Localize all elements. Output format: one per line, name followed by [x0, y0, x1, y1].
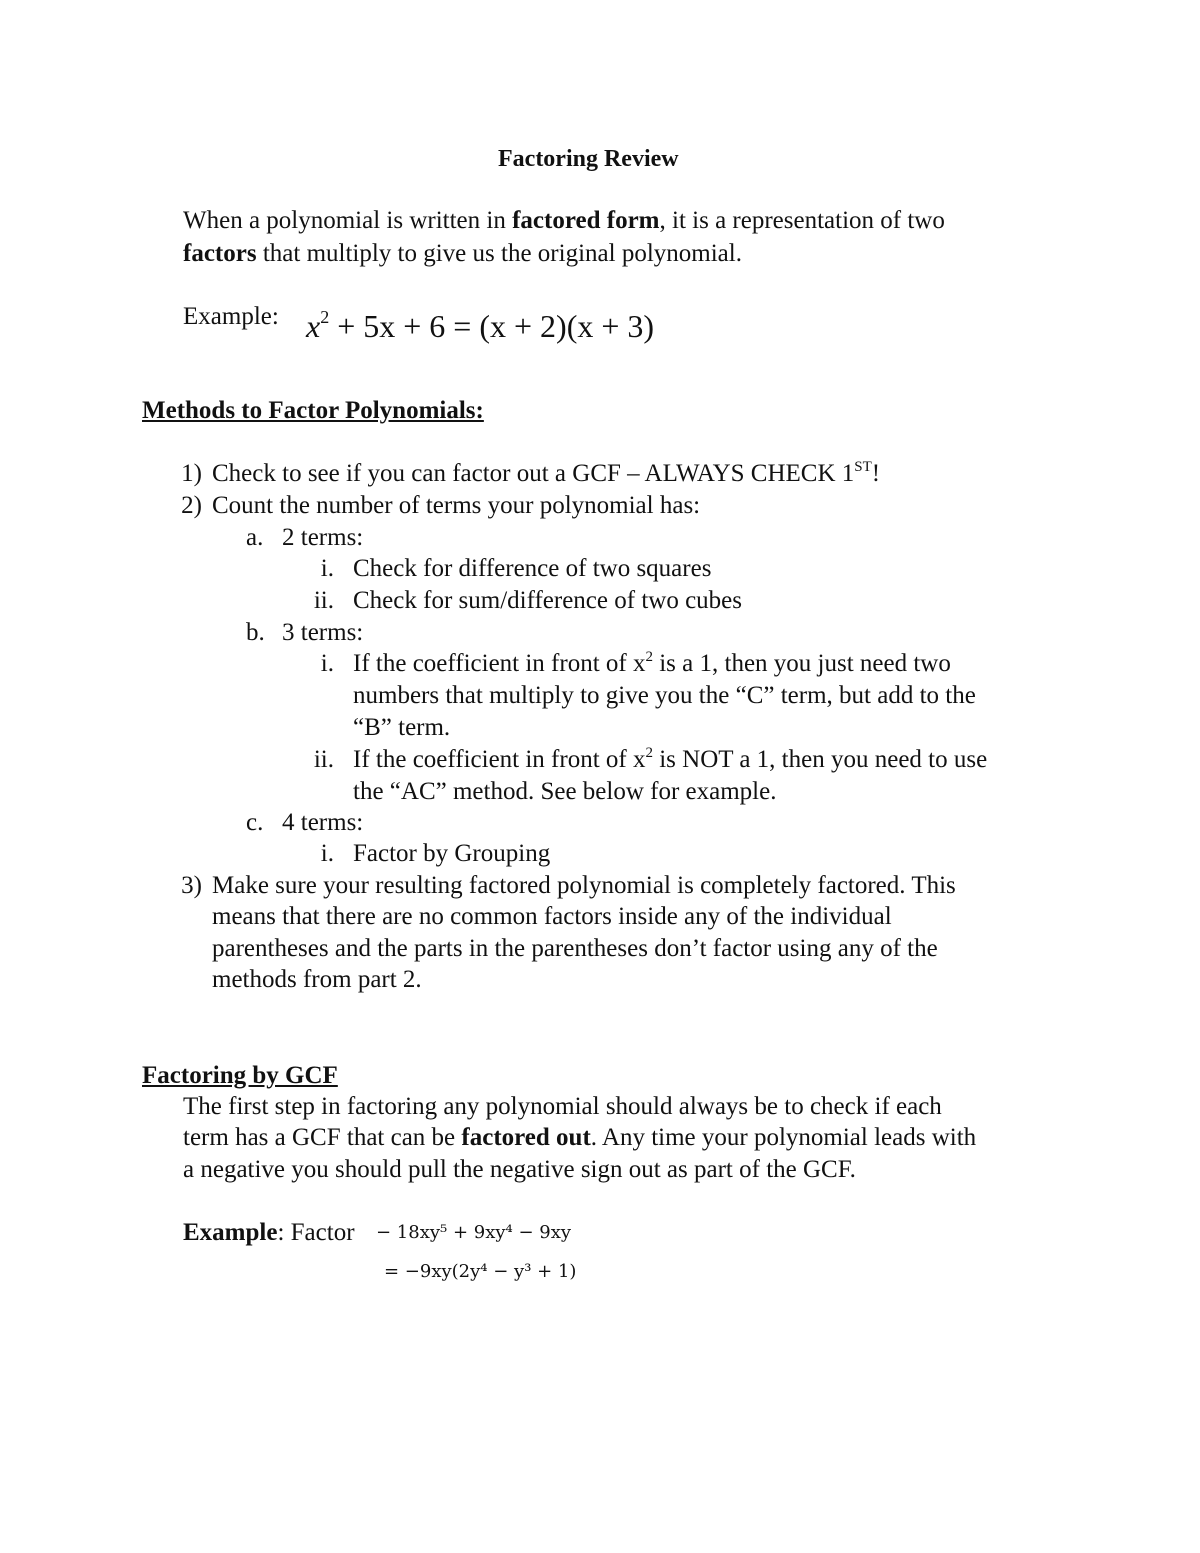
intro-line-2 — [183, 241, 742, 266]
gcf-line-2 — [183, 1125, 976, 1150]
sub-b-ii-text-a: If the coefficient in front of x — [353, 746, 646, 773]
gcf-line-2-a: term has a GCF that can be — [183, 1124, 462, 1151]
gcf-bold-factored-out: factored out — [461, 1124, 591, 1151]
gcf-expression-1: − 18xy⁵ + 9xy⁴ − 9xy — [376, 1222, 572, 1243]
item-3-line-2: means that there are no common factors inside any of the individual — [212, 903, 892, 930]
sub-b-ii-line-2: the “AC” method. See below for example. — [353, 778, 777, 805]
sub-b-i-line-3: “B” term. — [353, 714, 451, 741]
sub-a-ii-text: Check for sum/difference of two cubes — [353, 587, 742, 614]
eq-exponent: 2 — [320, 307, 330, 327]
sub-c-text: 4 terms: — [282, 809, 364, 836]
sub-b-ii-number: ii. — [313, 746, 334, 773]
sub-b-i-number: i. — [320, 650, 334, 677]
intro-bold-factors: factors — [183, 240, 257, 267]
item-1-end: ! — [871, 460, 881, 487]
sub-a-i-text: Check for difference of two squares — [353, 555, 712, 582]
sub-c-i-text: Factor by Grouping — [353, 840, 551, 867]
item-2-number: 2) — [181, 492, 202, 519]
sub-a-ii-number: ii. — [313, 587, 334, 614]
sub-c-number: c. — [246, 809, 264, 836]
sub-b-ii-text-b: is NOT a 1, then you need to use — [652, 746, 988, 773]
gcf-example-factor: : Factor — [277, 1219, 355, 1246]
gcf-expression-2: = −9xy(2y⁴ − y³ + 1) — [384, 1261, 577, 1282]
gcf-example-label — [183, 1220, 355, 1245]
sub-a-number: a. — [246, 524, 264, 551]
example-equation — [306, 307, 655, 344]
sub-a-text: 2 terms: — [282, 524, 364, 551]
gcf-line-2-c: . Any time your polynomial leads with — [590, 1124, 977, 1151]
item-3-number: 3) — [181, 872, 202, 899]
sub-b-i-superscript: 2 — [645, 649, 653, 665]
sub-b-number: b. — [246, 619, 265, 646]
sub-b-i-line-1 — [353, 651, 951, 676]
gcf-line-1: The first step in factoring any polynomial should always be to check if each — [183, 1093, 942, 1120]
intro-line-1 — [183, 208, 945, 233]
item-1-number: 1) — [181, 460, 202, 487]
sub-c-i-number: i. — [320, 840, 334, 867]
sub-b-i-text-b: is a 1, then you just need two — [652, 650, 951, 677]
intro-bold-factored-form: factored form — [512, 207, 660, 234]
sub-b-i-line-2: numbers that multiply to give you the “C” term, but add to the — [353, 682, 976, 709]
intro-text-1: When a polynomial is written in — [183, 207, 513, 234]
item-3-line-3: parentheses and the parts in the parentheses don’t factor using any of the — [212, 935, 938, 962]
eq-x: x — [306, 308, 321, 344]
sub-b-ii-superscript: 2 — [645, 745, 653, 761]
item-1-text — [212, 461, 880, 486]
example-label: Example: — [183, 303, 279, 330]
intro-text-2: , it is a representation of two — [659, 207, 945, 234]
sub-b-text: 3 terms: — [282, 619, 364, 646]
gcf-line-3: a negative you should pull the negative sign out as part of the GCF. — [183, 1156, 856, 1183]
intro-text-3: that multiply to give us the original polynomial. — [256, 240, 742, 267]
page-title: Factoring Review — [498, 146, 679, 172]
item-3-line-4: methods from part 2. — [212, 966, 422, 993]
item-1-superscript: ST — [854, 459, 872, 475]
methods-heading: Methods to Factor Polynomials: — [142, 397, 484, 424]
item-3-line-1: Make sure your resulting factored polynomial is completely factored. This — [212, 872, 956, 899]
sub-a-i-number: i. — [320, 555, 334, 582]
sub-b-i-text-a: If the coefficient in front of x — [353, 650, 646, 677]
item-2-text: Count the number of terms your polynomial has: — [212, 492, 701, 519]
gcf-example-bold: Example — [183, 1219, 278, 1246]
sub-b-ii-line-1 — [353, 747, 987, 772]
eq-rest: + 5x + 6 = (x + 2)(x + 3) — [329, 308, 655, 344]
item-1-body: Check to see if you can factor out a GCF – ALWAYS CHECK 1 — [212, 460, 855, 487]
gcf-heading: Factoring by GCF — [142, 1062, 338, 1089]
